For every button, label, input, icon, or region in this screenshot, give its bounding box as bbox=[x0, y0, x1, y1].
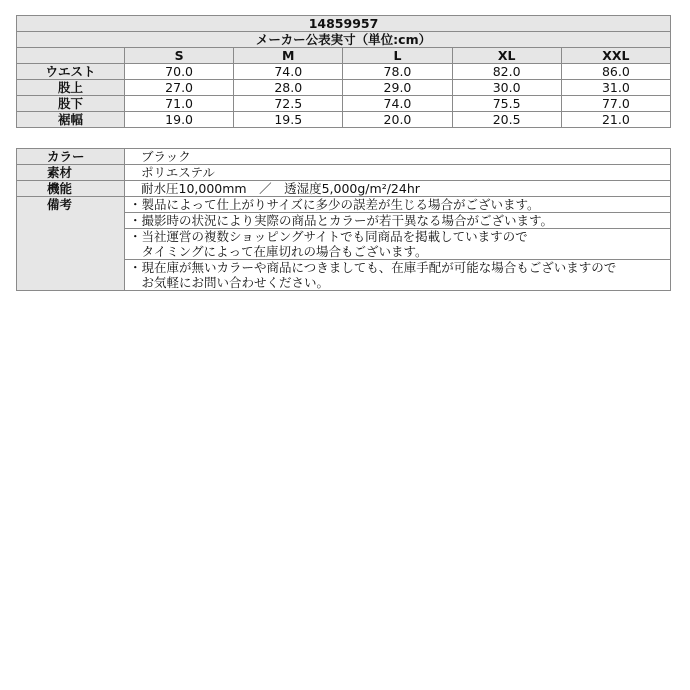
size-header-xl: XL bbox=[452, 48, 561, 64]
material-value: ポリエステル bbox=[125, 165, 671, 181]
table-cell: 19.0 bbox=[125, 112, 234, 128]
row-label-inseam: 股下 bbox=[17, 96, 125, 112]
table-cell: 82.0 bbox=[452, 64, 561, 80]
note-line: ・当社運営の複数ショッピングサイトでも同商品を掲載していますので bbox=[129, 229, 528, 244]
table-row bbox=[17, 112, 671, 128]
spec-row-function bbox=[17, 181, 671, 197]
notes-label: 備考 bbox=[17, 197, 125, 291]
size-header-m: M bbox=[234, 48, 343, 64]
table-cell: 30.0 bbox=[452, 80, 561, 96]
product-code: 14859957 bbox=[17, 16, 671, 32]
table-cell: 21.0 bbox=[561, 112, 670, 128]
note-line: ・撮影時の状況により実際の商品とカラーが若干異なる場合がございます。 bbox=[129, 213, 554, 228]
color-value: ブラック bbox=[125, 149, 671, 165]
table-row bbox=[17, 80, 671, 96]
table-cell: 27.0 bbox=[125, 80, 234, 96]
note-item bbox=[125, 260, 671, 291]
table-cell: 20.0 bbox=[343, 112, 452, 128]
row-label-hem-width: 裾幅 bbox=[17, 112, 125, 128]
size-header-l: L bbox=[343, 48, 452, 64]
table-cell: 29.0 bbox=[343, 80, 452, 96]
material-label: 素材 bbox=[17, 165, 125, 181]
spec-row-material bbox=[17, 165, 671, 181]
note-item bbox=[125, 197, 671, 213]
table-cell: 70.0 bbox=[125, 64, 234, 80]
size-header-xxl: XXL bbox=[561, 48, 670, 64]
size-table bbox=[16, 15, 671, 128]
table-cell: 19.5 bbox=[234, 112, 343, 128]
note-item bbox=[125, 229, 671, 260]
size-header-row bbox=[17, 48, 671, 64]
note-line: ・製品によって仕上がりサイズに多少の誤差が生じる場合がございます。 bbox=[129, 197, 540, 212]
table-cell: 74.0 bbox=[234, 64, 343, 80]
note-item bbox=[125, 213, 671, 229]
function-label: 機能 bbox=[17, 181, 125, 197]
size-table-title: メーカー公表実寸（単位:cm） bbox=[17, 32, 671, 48]
table-cell: 31.0 bbox=[561, 80, 670, 96]
table-cell: 20.5 bbox=[452, 112, 561, 128]
size-header-corner bbox=[17, 48, 125, 64]
spec-table bbox=[16, 148, 671, 291]
table-row bbox=[17, 96, 671, 112]
note-line: お気軽にお問い合わせください。 bbox=[129, 275, 330, 290]
table-cell: 78.0 bbox=[343, 64, 452, 80]
size-header-s: S bbox=[125, 48, 234, 64]
color-label: カラー bbox=[17, 149, 125, 165]
table-cell: 28.0 bbox=[234, 80, 343, 96]
note-line: タイミングによって在庫切れの場合もございます。 bbox=[129, 244, 428, 259]
row-label-rise: 股上 bbox=[17, 80, 125, 96]
table-cell: 74.0 bbox=[343, 96, 452, 112]
table-cell: 71.0 bbox=[125, 96, 234, 112]
table-cell: 77.0 bbox=[561, 96, 670, 112]
table-cell: 72.5 bbox=[234, 96, 343, 112]
note-line: ・現在庫が無いカラーや商品につきましても、在庫手配が可能な場合もございますので bbox=[129, 260, 617, 275]
spec-row-notes bbox=[17, 197, 671, 213]
spec-row-color bbox=[17, 149, 671, 165]
row-label-waist: ウエスト bbox=[17, 64, 125, 80]
table-cell: 75.5 bbox=[452, 96, 561, 112]
table-cell: 86.0 bbox=[561, 64, 670, 80]
function-value: 耐水圧10,000mm ／ 透湿度5,000g/m²/24hr bbox=[125, 181, 671, 197]
table-row bbox=[17, 64, 671, 80]
